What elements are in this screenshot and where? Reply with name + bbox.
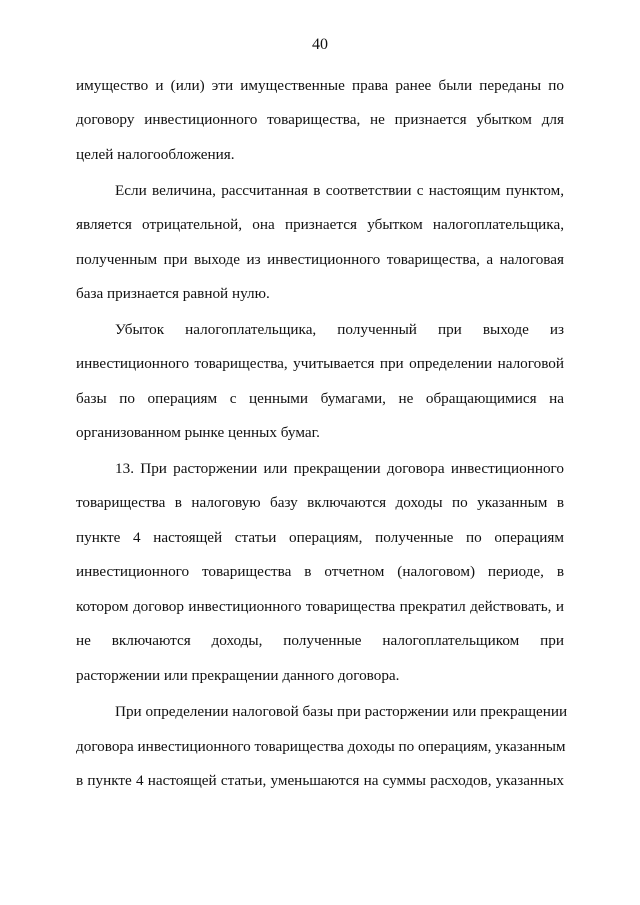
text-line: в пункте 4 настоящей статьи, уменьшаются на суммы расходов, указанных (76, 772, 564, 789)
text-line: расторжении или прекращении данного договора. (76, 667, 400, 684)
text-line: Если величина, рассчитанная в соответствии с настоящим пунктом, (115, 182, 564, 199)
text-line: полученным при выходе из инвестиционного товарищества, а налоговая (76, 251, 564, 268)
text-line: договору инвестиционного товарищества, не признается убытком для (76, 111, 564, 128)
text-line: договора инвестиционного товарищества доходы по операциям, указанным (76, 738, 566, 755)
text-line: база признается равной нулю. (76, 285, 270, 302)
text-line: базы по операциям с ценными бумагами, не обращающимися на (76, 390, 564, 407)
text-line: инвестиционного товарищества, учитывается при определении налоговой (76, 355, 564, 372)
text-line: 13. При расторжении или прекращении договора инвестиционного (115, 460, 564, 477)
text-line: инвестиционного товарищества в отчетном (налоговом) периоде, в (76, 563, 564, 580)
text-line: пункте 4 настоящей статьи операциям, полученные по операциям (76, 529, 564, 546)
text-line: целей налогообложения. (76, 146, 235, 163)
text-line: Убыток налогоплательщика, полученный при выходе из (115, 321, 564, 338)
text-line: имущество и (или) эти имущественные права ранее были переданы по (76, 77, 564, 94)
text-line: не включаются доходы, полученные налогоплательщиком при (76, 632, 564, 649)
text-line: является отрицательной, она признается убытком налогоплательщика, (76, 216, 564, 233)
text-line: товарищества в налоговую базу включаются доходы по указанным в (76, 494, 564, 511)
text-line: При определении налоговой базы при расторжении или прекращении (115, 703, 568, 720)
page-number: 40 (312, 36, 328, 53)
text-line: организованном рынке ценных бумаг. (76, 424, 320, 441)
text-line: котором договор инвестиционного товарищества прекратил действовать, и (76, 598, 564, 615)
